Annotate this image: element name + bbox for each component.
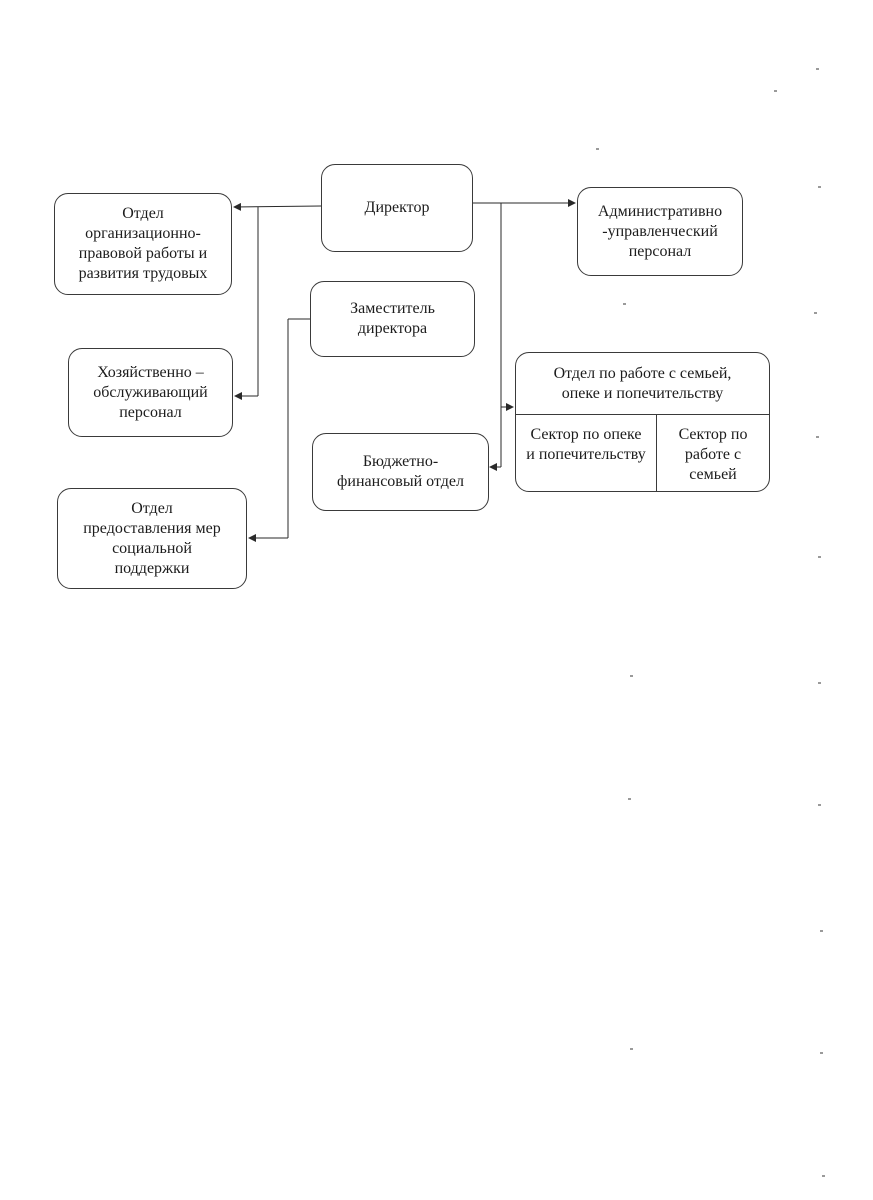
scan-speck <box>820 1052 823 1054</box>
scan-speck <box>628 798 631 800</box>
node-sector-guardianship: Сектор по опеке и попечительству <box>516 415 657 492</box>
node-social-support-dept-label: Отдел предоставления мер социальной поддержки <box>83 499 221 577</box>
node-family-dept <box>515 352 770 492</box>
node-director <box>321 164 473 252</box>
node-admin-staff <box>577 187 743 276</box>
node-social-support-dept <box>57 488 247 589</box>
node-deputy-director <box>310 281 475 357</box>
node-budget-finance-dept <box>312 433 489 511</box>
node-household-staff <box>68 348 233 437</box>
node-deputy-director-label: Заместитель директора <box>350 300 435 337</box>
scan-speck <box>623 303 626 305</box>
scan-speck <box>818 556 821 558</box>
node-budget-finance-dept-label: Бюджетно- финансовый отдел <box>337 453 464 490</box>
scan-speck <box>814 312 817 314</box>
node-director-label: Директор <box>364 199 430 216</box>
node-org-legal-dept-label: Отдел организационно- правовой работы и развития трудовых <box>78 205 208 282</box>
node-org-legal-dept <box>54 193 232 295</box>
connector-director-to-org-legal <box>234 206 321 207</box>
scan-speck <box>818 186 821 188</box>
node-admin-staff-label: Административно -управленческий персонал <box>597 202 723 260</box>
scan-speck <box>816 436 819 438</box>
node-family-dept-title: Отдел по работе с семьей, опеке и попечительству <box>516 353 769 415</box>
scan-speck <box>596 148 599 150</box>
node-sector-family: Сектор по работе с семьей <box>678 426 748 483</box>
scan-speck <box>816 68 819 70</box>
scan-speck <box>774 90 777 92</box>
scan-speck <box>820 930 823 932</box>
scan-speck <box>630 1048 633 1050</box>
scan-speck <box>630 675 633 677</box>
node-household-staff-label: Хозяйственно – обслуживающий персонал <box>93 363 208 421</box>
scan-speck <box>822 1175 825 1177</box>
scan-speck <box>818 682 821 684</box>
scan-speck <box>818 804 821 806</box>
